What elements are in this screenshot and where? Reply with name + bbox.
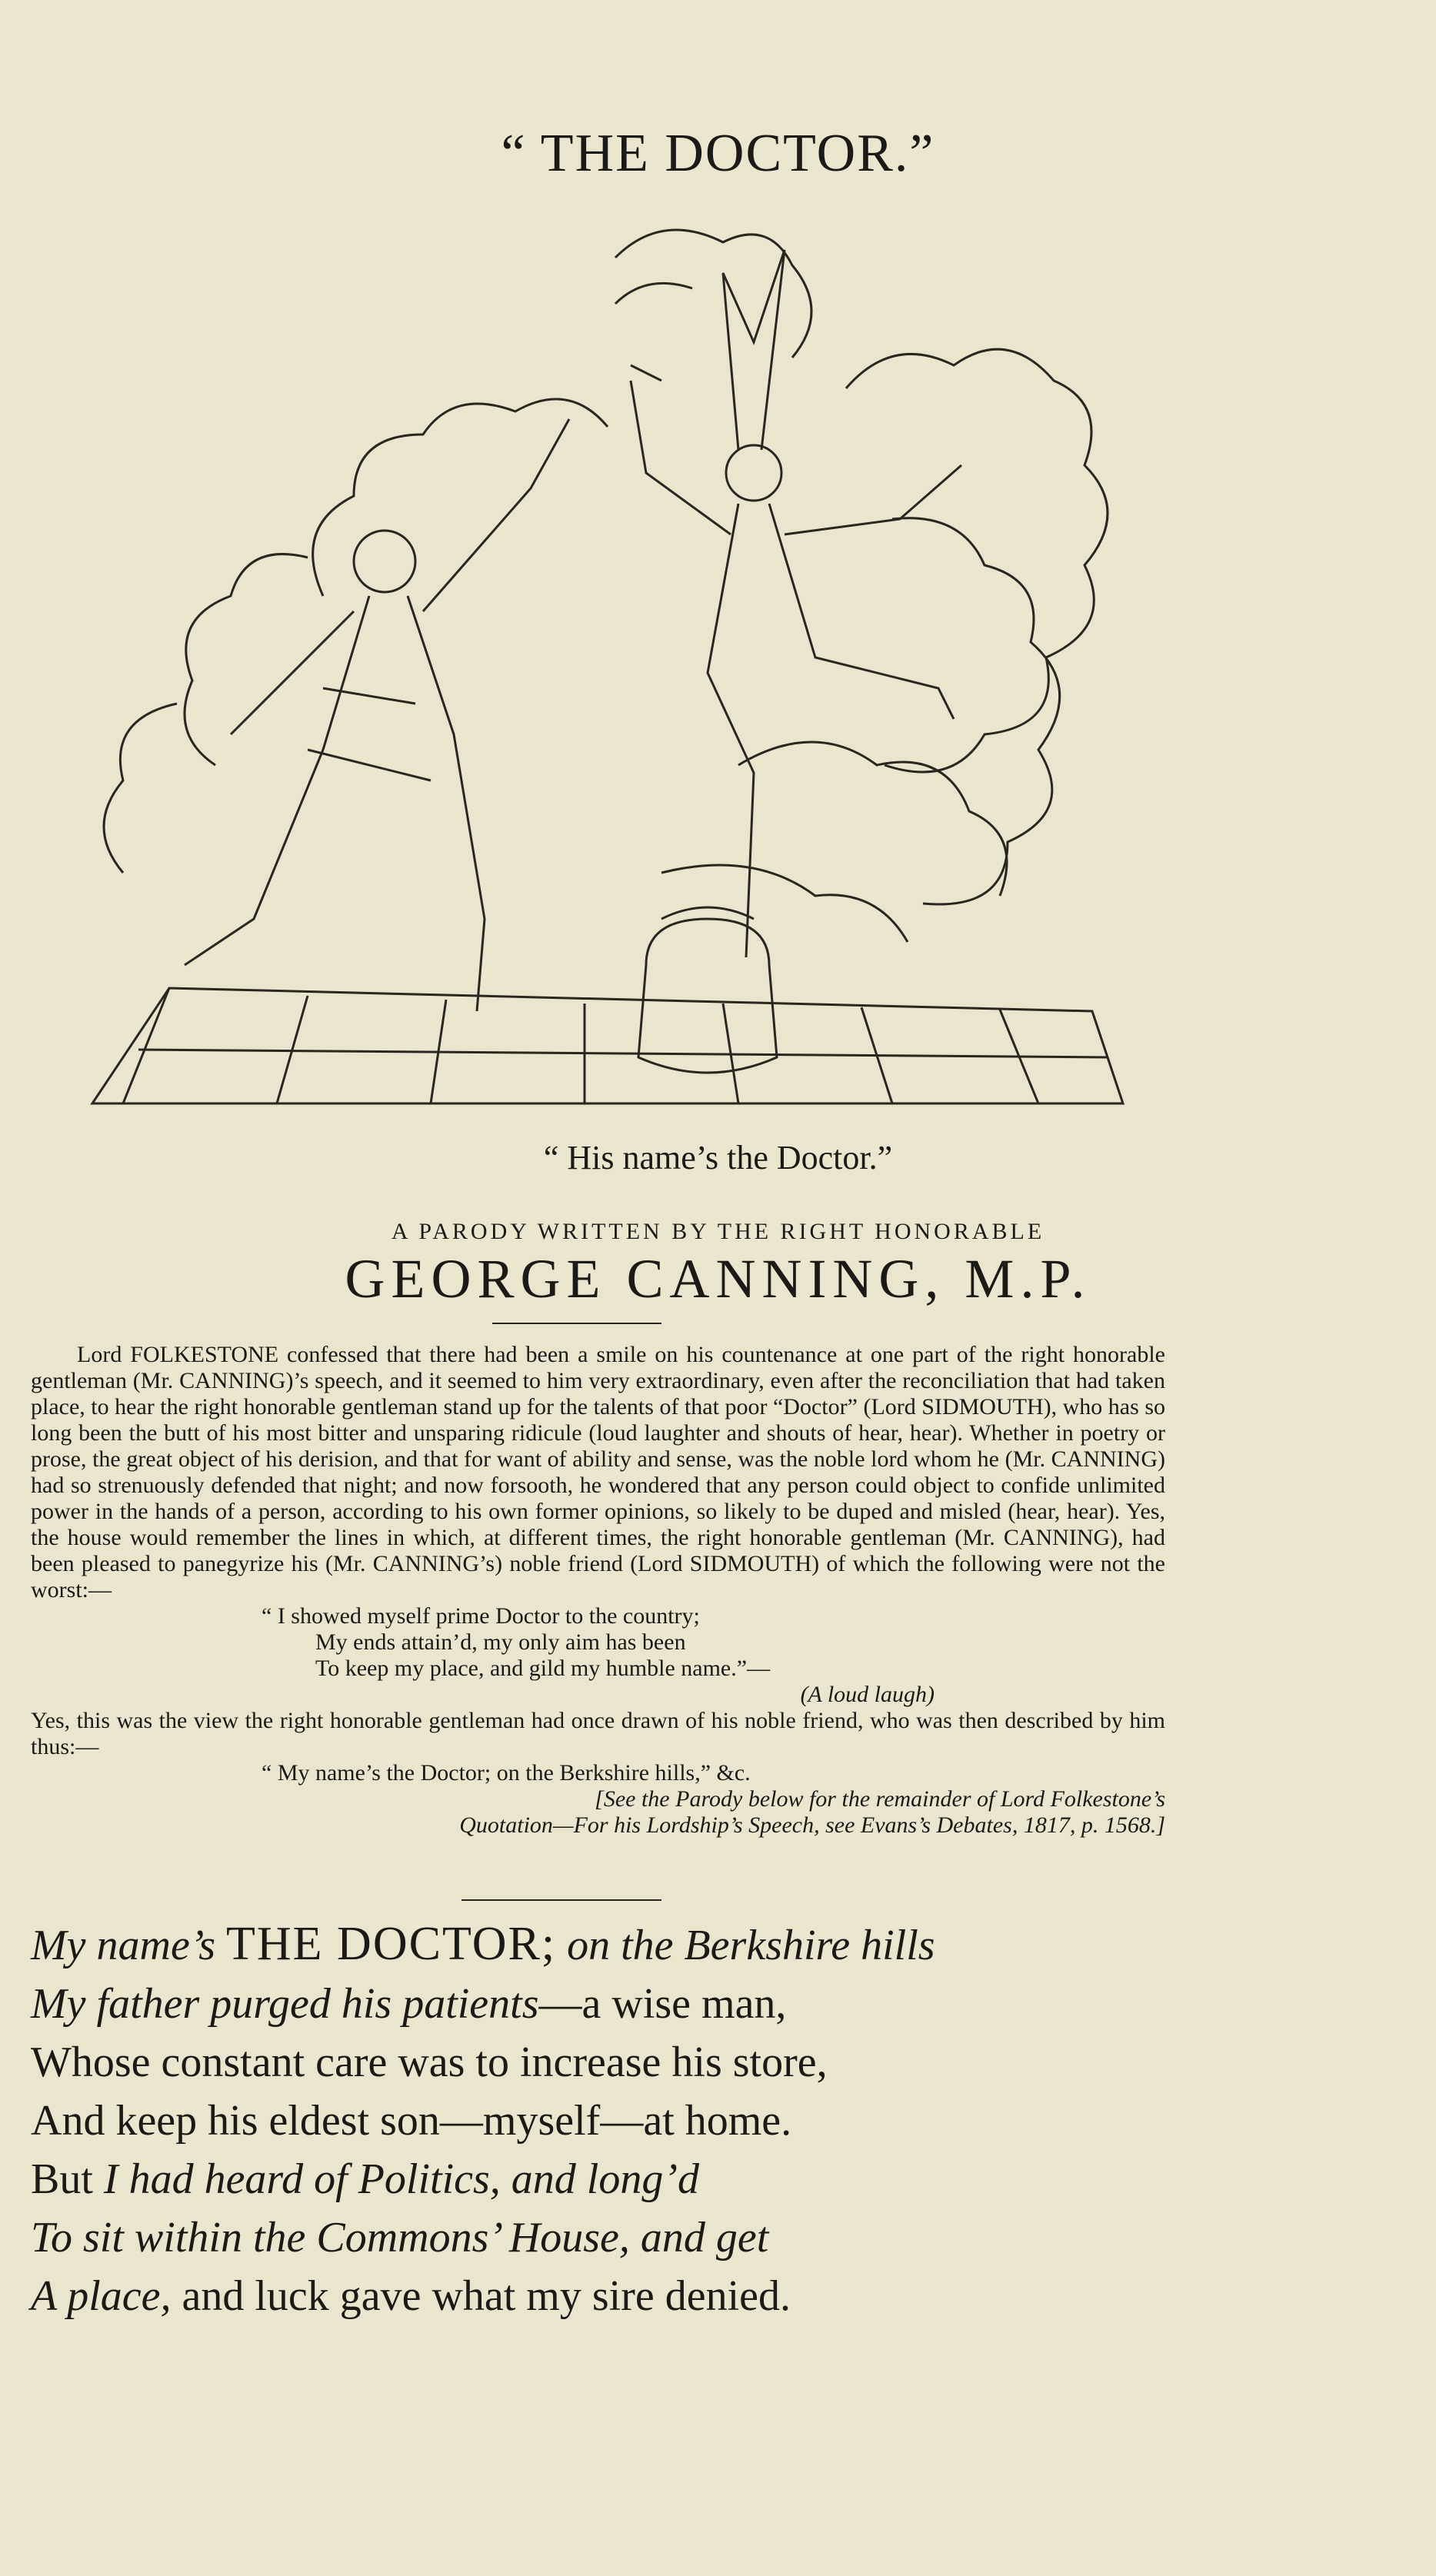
laugh-note: (A loud laugh) bbox=[800, 1682, 935, 1707]
poem-fragment: A place, bbox=[31, 2272, 172, 2320]
quote-line: “ My name’s the Doctor; on the Berkshire hills,” &c. bbox=[262, 1760, 751, 1786]
poem-line: And keep his eldest son—myself—at home. bbox=[31, 2097, 792, 2145]
poem-line bbox=[31, 1975, 1184, 2033]
poem-fragment: THE DOCTOR; bbox=[226, 1918, 557, 1970]
page-title: “ THE DOCTOR.” bbox=[501, 124, 935, 183]
speech-paragraph: Lord FOLKESTONE confessed that there had been a smile on his countenance at one part of the right honorable gentleman (Mr. CANNING)’s speech, and it seemed to him very extraordinary, even after the reconciliation that had taken place, to hear the right honorable gentleman stand up for the talents of that poor “Doctor” (Lord SIDMOUTH), who has so long been the butt of his most bitter and unsparing ridicule (loud laughter and shouts of hear, hear). Whether in poetry or prose, the great object of his derision, and that for want of ability and sense, was the noble lord whom he (Mr. CANNING) had so strenuously defended that night; and now forsooth, he wondered that any person could object to confide unlimited power in the hands of a person, according to his own former opinions, so likely to be duped and misled (hear, hear). Yes, the house would remember the lines in which, at different times, the right honorable gentleman (Mr. CANNING), had been pleased to panegyrize his (Mr. CANNING’s) noble friend (Lord SIDMOUTH) of which the following were not the worst:— bbox=[31, 1342, 1165, 1603]
poem-line bbox=[31, 2150, 1184, 2208]
speech-text bbox=[31, 1342, 1165, 1839]
poem-line bbox=[31, 1915, 1184, 1975]
poem-fragment: —a wise man, bbox=[538, 1980, 787, 2028]
caricature-illustration bbox=[77, 211, 1138, 1134]
subheading: A PARODY WRITTEN BY THE RIGHT HONORABLE bbox=[391, 1219, 1045, 1244]
poem-fragment: But bbox=[31, 2155, 93, 2203]
poem-fragment: My father purged his patients bbox=[31, 1980, 539, 2028]
quote-line: To keep my place, and gild my humble name.”— bbox=[315, 1656, 771, 1681]
quote-line: “ I showed myself prime Doctor to the country; bbox=[262, 1603, 700, 1629]
reference-line: Quotation—For his Lordship’s Speech, see Evans’s Debates, 1817, p. 1568.] bbox=[459, 1812, 1165, 1838]
illustration-caption: “ His name’s the Doctor.” bbox=[543, 1139, 893, 1177]
poem-fragment: on the Berkshire hills bbox=[567, 1922, 935, 1969]
author-name: GEORGE CANNING, M.P. bbox=[345, 1248, 1091, 1310]
poem-line: Whose constant care was to increase his store, bbox=[31, 2039, 828, 2086]
divider-top bbox=[492, 1323, 661, 1324]
poem-fragment: My name’s bbox=[31, 1922, 216, 1969]
poem-fragment: and luck gave what my sire denied. bbox=[182, 2272, 791, 2320]
poem-fragment: I had heard of Politics, and long’d bbox=[103, 2155, 699, 2203]
poem-line bbox=[31, 2267, 1184, 2325]
poem bbox=[31, 1915, 1184, 2325]
quote-line: My ends attain’d, my only aim has been bbox=[315, 1629, 686, 1655]
reference-line: [See the Parody below for the remainder of Lord Folkestone’s bbox=[595, 1786, 1165, 1812]
divider-bottom bbox=[461, 1899, 661, 1901]
poem-line: To sit within the Commons’ House, and get bbox=[31, 2214, 769, 2261]
speech-after: Yes, this was the view the right honorable gentleman had once drawn of his noble friend, who was then described by him thus:— bbox=[31, 1708, 1165, 1759]
